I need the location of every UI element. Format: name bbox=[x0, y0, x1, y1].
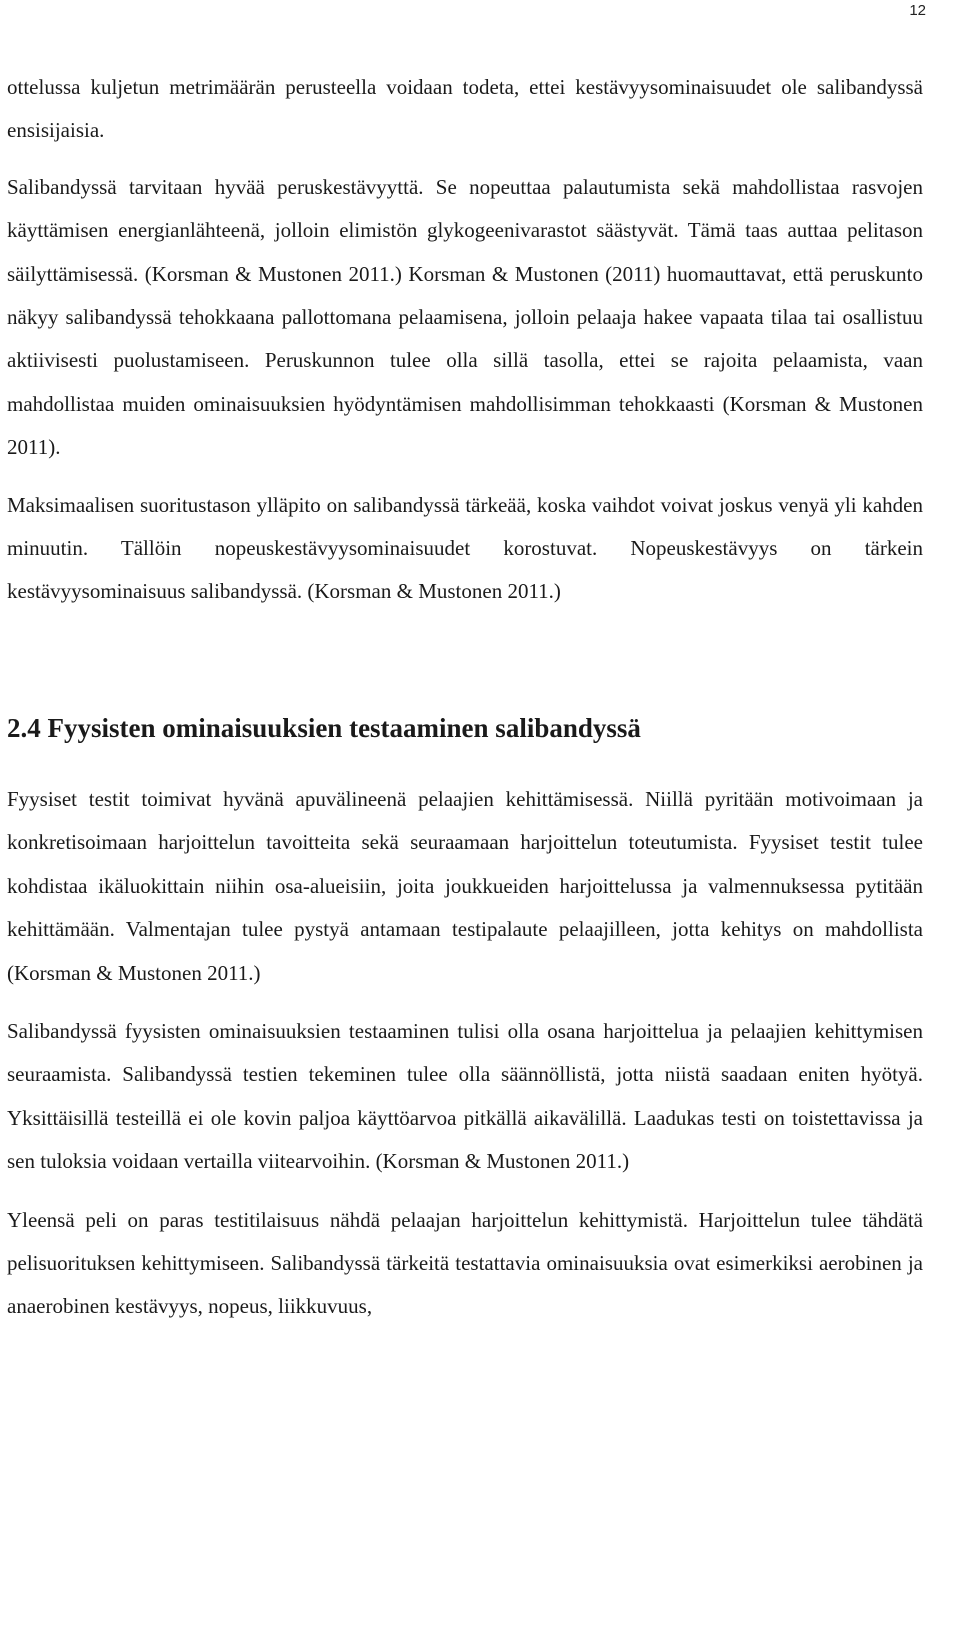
body-paragraph: ottelussa kuljetun metrimäärän perusteella voidaan todeta, ettei kestävyysominaisuudet ole salibandyssä ensisijaisia. bbox=[7, 75, 923, 143]
page-number: 12 bbox=[909, 2, 926, 19]
section-paragraph: Fyysiset testit toimivat hyvänä apuvälineenä pelaajien kehittämisessä. Niillä pyritään motivoimaan ja konkretisoimaan harjoittelun tavoitteita sekä seuraamaan harjoittelun toteutumista. Fyysiset testit tulee kohdistaa ikäluokittain niihin osa-alueisiin, joita joukkueiden harjoittelussa ja valmennuksessa pytitään kehittämään. Valmentajan tulee pystyä antamaan testipalaute pelaajilleen, jotta kehitys on mahdollista (Korsman & Mustonen 2011.) bbox=[7, 786, 923, 985]
section-paragraph: Yleensä peli on paras testitilaisuus nähdä pelaajan harjoittelun kehittymistä. Harjoittelun tulee tähdätä pelisuorituksen kehittymiseen. Salibandyssä tärkeitä testattavia ominaisuuksia ovat esimerkiksi aerobinen ja anaerobinen kestävyys, nopeus, liikkuvuus, bbox=[7, 1207, 923, 1319]
body-paragraph: Maksimaalisen suoritustason ylläpito on salibandyssä tärkeää, koska vaihdot voivat joskus venyä yli kahden minuutin. Tällöin nopeuskestävyysominaisuudet korostuvat. Nopeuskestävyys on tärkein kestävyysominaisuus salibandyssä. (Korsman & Mustonen 2011.) bbox=[7, 492, 923, 604]
body-paragraph: Salibandyssä tarvitaan hyvää peruskestävyyttä. Se nopeuttaa palautumista sekä mahdollistaa rasvojen käyttämisen energianlähteenä, jolloin elimistön glykogeenivarastot säästyvät. Tämä taas auttaa pelitason säilyttämisessä. (Korsman & Mustonen 2011.) Korsman & Mustonen (2011) huomauttavat, että peruskunto näkyy salibandyssä tehokkaana pallottomana pelaamisena, jolloin pelaaja hakee vapaata tilaa tai osallistuu aktiivisesti puolustamiseen. Peruskunnon tulee olla sillä tasolla, ettei se rajoita pelaamista, vaan mahdollistaa muiden ominaisuuksien hyödyntämisen mahdollisimman tehokkaasti (Korsman & Mustonen 2011). bbox=[7, 174, 923, 460]
section-paragraph: Salibandyssä fyysisten ominaisuuksien testaaminen tulisi olla osana harjoittelua ja pelaajien kehittymisen seuraamista. Salibandyssä testien tekeminen tulee olla säännöllistä, jotta niistä saadaan eniten hyötyä. Yksittäisillä testeillä ei ole kovin paljoa käyttöarvoa pitkällä aikavälillä. Laadukas testi on toistettavissa ja sen tuloksia voidaan vertailla viitearvoihin. (Korsman & Mustonen 2011.) bbox=[7, 1018, 923, 1174]
section-heading: 2.4 Fyysisten ominaisuuksien testaaminen salibandyssä bbox=[7, 712, 641, 743]
document-body bbox=[7, 66, 923, 1329]
